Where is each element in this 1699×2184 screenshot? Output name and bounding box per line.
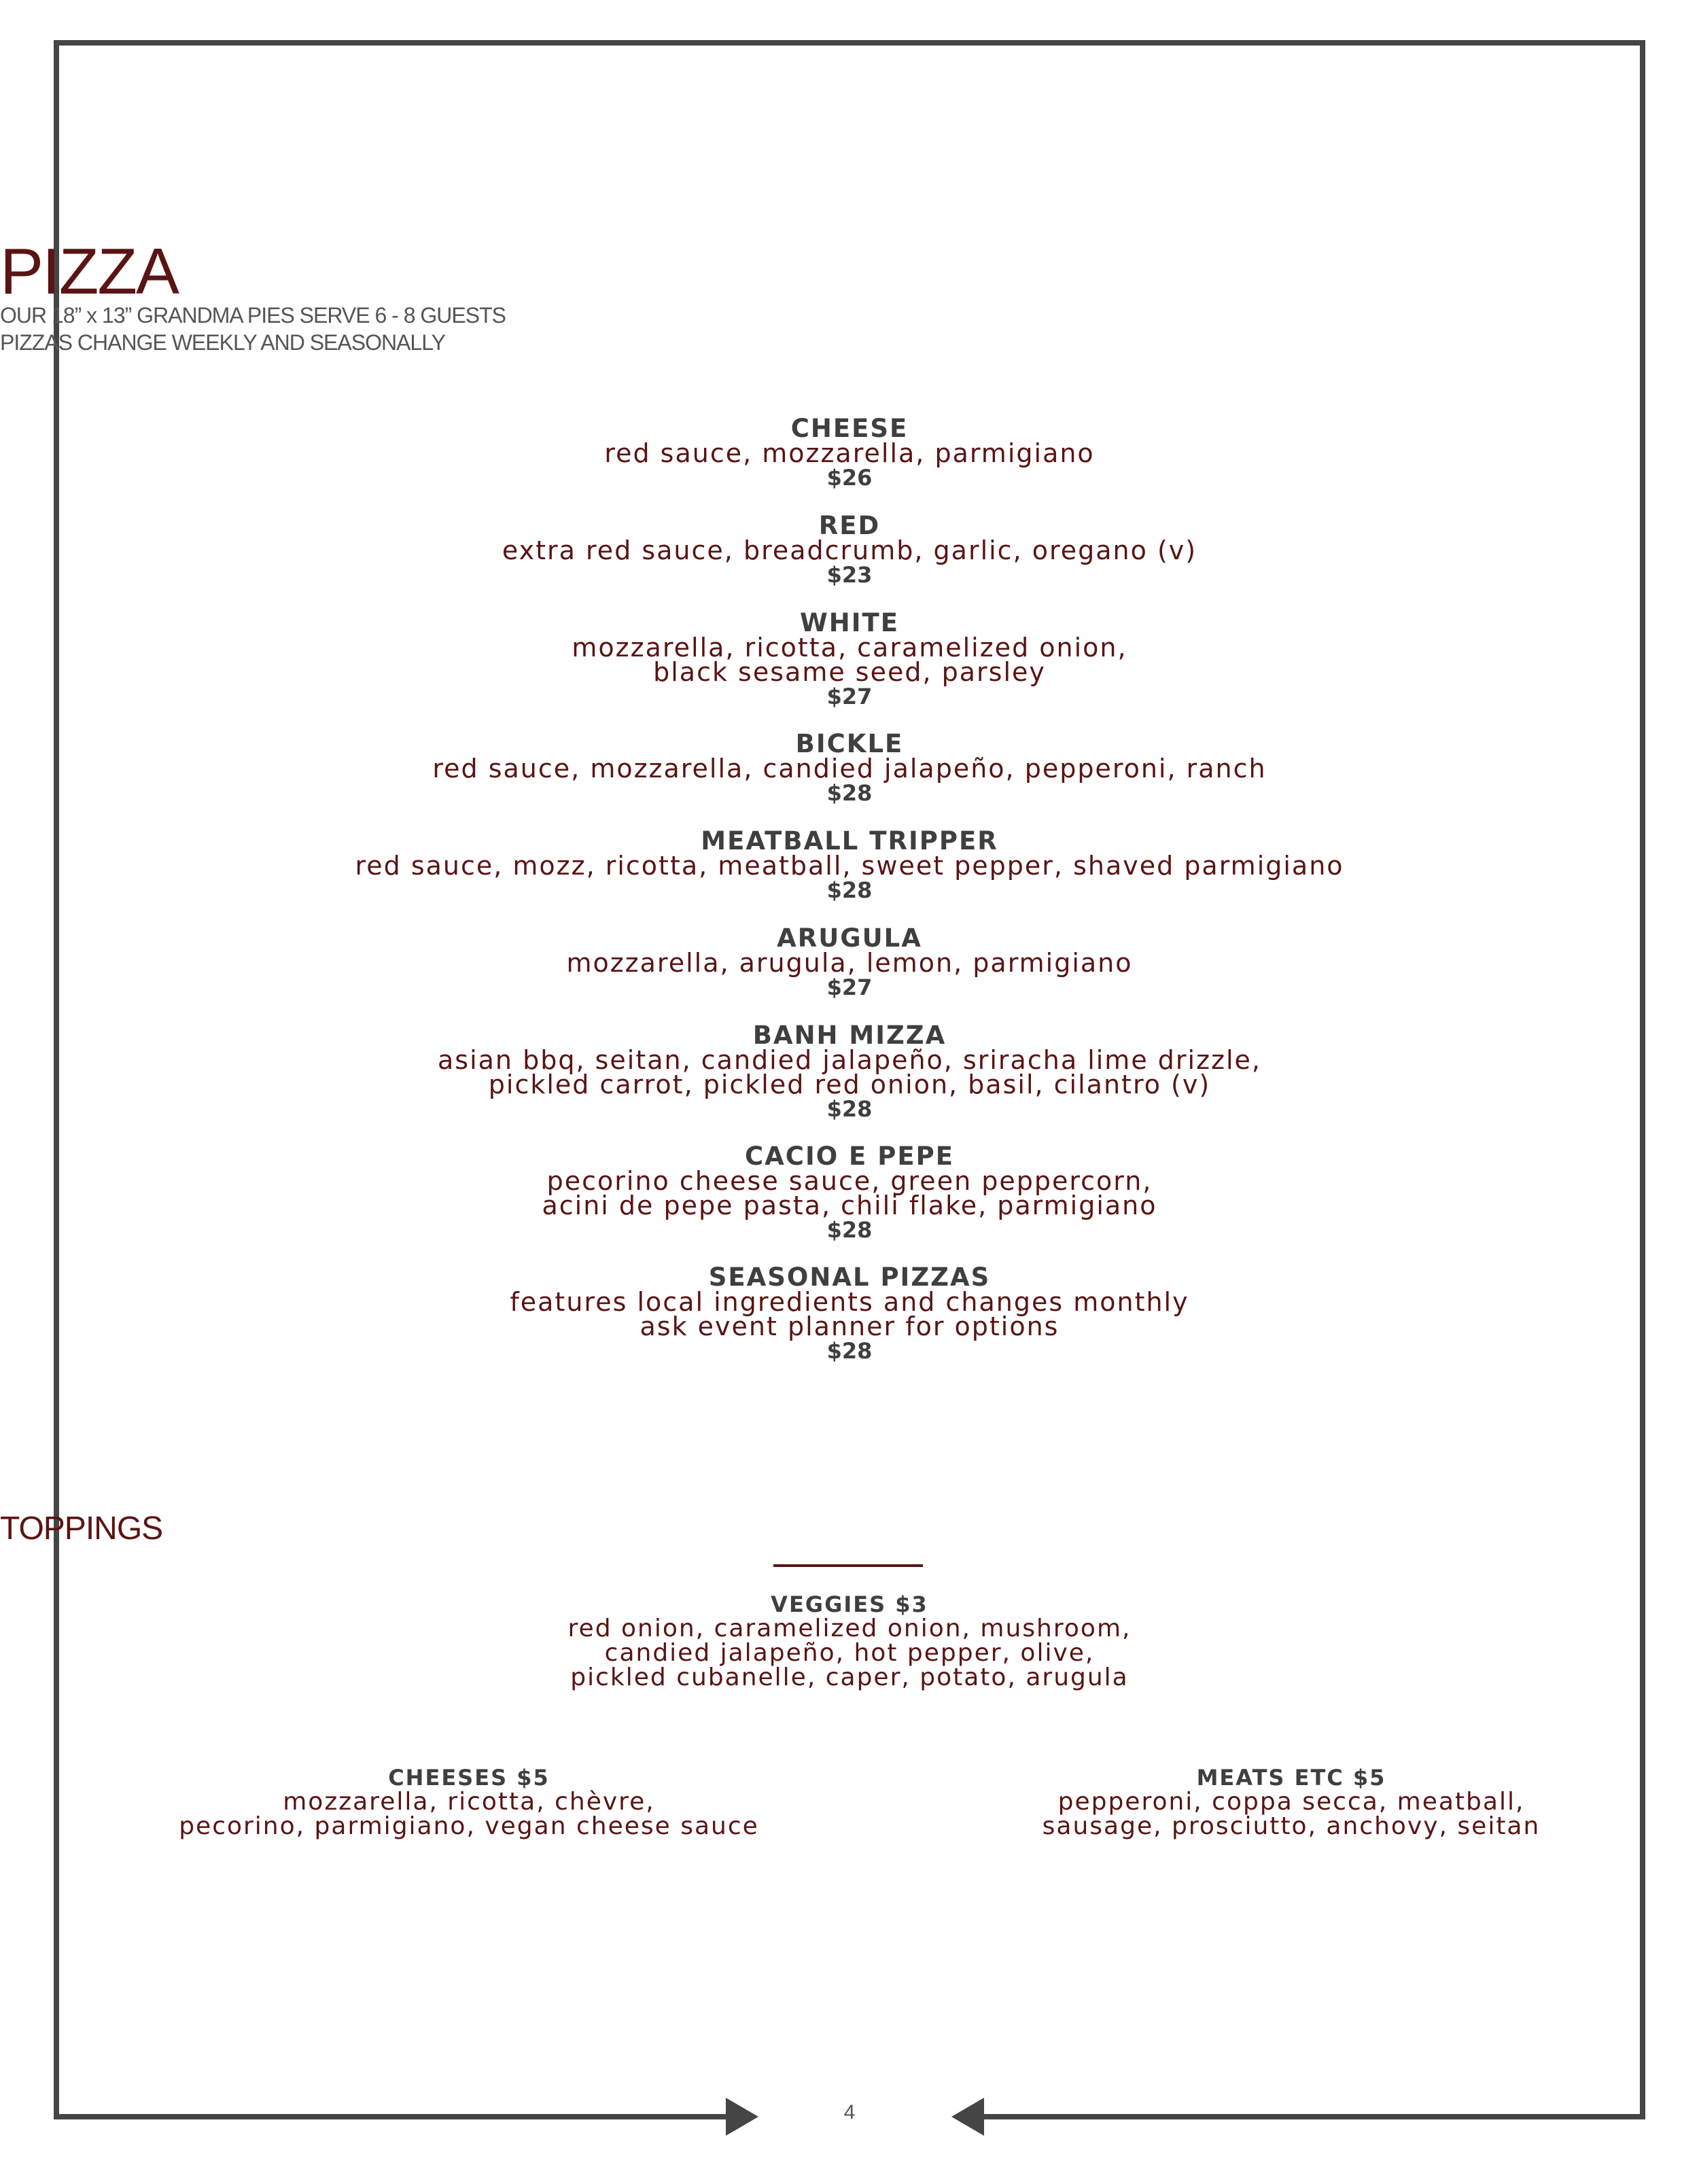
pizza-item <box>0 1265 1699 1386</box>
pizza-item <box>0 1023 1699 1144</box>
pizza-description: red sauce, mozzarella, candied jalapeño, pepperoni, ranch <box>432 754 1267 783</box>
pizza-price: $28 <box>826 877 873 903</box>
pizza-description: pecorino cheese sauce, green peppercorn, acini de pepe pasta, chili flake, parmigiano <box>542 1166 1157 1220</box>
pizza-description: features local ingredients and changes monthly ask event planner for options <box>510 1287 1189 1341</box>
veggies-list: red onion, caramelized onion, mushroom, candied jalapeño, hot pepper, olive, pickled cubanelle, caper, potato, arugula <box>567 1615 1132 1691</box>
pizza-item <box>0 513 1699 610</box>
pizza-description: mozzarella, ricotta, caramelized onion, black sesame seed, parsley <box>572 633 1127 687</box>
pizza-price: $28 <box>826 780 873 806</box>
pizza-price: $28 <box>826 1338 873 1364</box>
pizza-name: BICKLE <box>795 729 904 758</box>
pizza-item <box>0 610 1699 731</box>
arrow-right-icon <box>726 2098 758 2136</box>
frame-bottom-left-line <box>54 2114 733 2119</box>
meats-list: pepperoni, coppa secca, meatball, sausage, prosciutto, anchovy, seitan <box>1042 1788 1541 1840</box>
pizza-name: CHEESE <box>790 414 909 443</box>
page-title: PIZZA <box>0 235 179 308</box>
pizza-price: $27 <box>826 684 873 709</box>
toppings-underline <box>773 1564 923 1567</box>
pizza-item <box>0 1144 1699 1265</box>
pizza-item <box>0 731 1699 828</box>
pizza-name: MEATBALL TRIPPER <box>701 826 998 856</box>
frame-bottom-right-line <box>979 2114 1645 2119</box>
pizza-price: $27 <box>826 974 873 1000</box>
cheeses-list: mozzarella, ricotta, chèvre, pecorino, parmigiano, vegan cheese sauce <box>179 1788 759 1840</box>
toppings-heading: TOPPINGS <box>0 1511 163 1547</box>
veggies-heading: VEGGIES $3 <box>771 1591 928 1617</box>
pizza-description: red sauce, mozzarella, parmigiano <box>604 438 1095 468</box>
meats-group <box>992 1765 1590 1839</box>
pizza-price: $23 <box>826 562 873 588</box>
subtitle-line-2: PIZZAS CHANGE WEEKLY AND SEASONALLY <box>0 330 445 355</box>
pizza-price: $26 <box>826 465 873 491</box>
pizza-name: CACIO E PEPE <box>745 1142 954 1171</box>
pizza-list <box>0 416 1699 1386</box>
pizza-price: $28 <box>826 1217 873 1243</box>
pizza-description: mozzarella, arugula, lemon, parmigiano <box>566 948 1133 978</box>
pizza-item <box>0 828 1699 926</box>
subtitle-line-1: OUR 18” x 13” GRANDMA PIES SERVE 6 - 8 GUESTS <box>0 303 506 328</box>
cheeses-group <box>122 1765 816 1839</box>
pizza-name: RED <box>818 511 881 540</box>
cheeses-heading: CHEESES $5 <box>388 1765 550 1791</box>
arrow-left-icon <box>951 2098 984 2136</box>
meats-heading: MEATS ETC $5 <box>1196 1765 1386 1791</box>
pizza-description: red sauce, mozz, ricotta, meatball, sweet pepper, shaved parmigiano <box>355 851 1344 881</box>
pizza-name: BANH MIZZA <box>752 1021 947 1050</box>
veggies-group <box>510 1592 1189 1690</box>
page-number: 4 <box>843 2101 856 2124</box>
pizza-name: SEASONAL PIZZAS <box>708 1263 991 1292</box>
pizza-name: ARUGULA <box>777 923 922 953</box>
pizza-item <box>0 416 1699 513</box>
pizza-description: extra red sauce, breadcrumb, garlic, oregano (v) <box>502 535 1197 565</box>
pizza-price: $28 <box>826 1096 873 1122</box>
pizza-item <box>0 923 1699 1023</box>
pizza-description: asian bbq, seitan, candied jalapeño, sriracha lime drizzle, pickled carrot, pickled red onion, basil, cilantro (v) <box>437 1045 1261 1099</box>
pizza-name: WHITE <box>799 608 900 637</box>
